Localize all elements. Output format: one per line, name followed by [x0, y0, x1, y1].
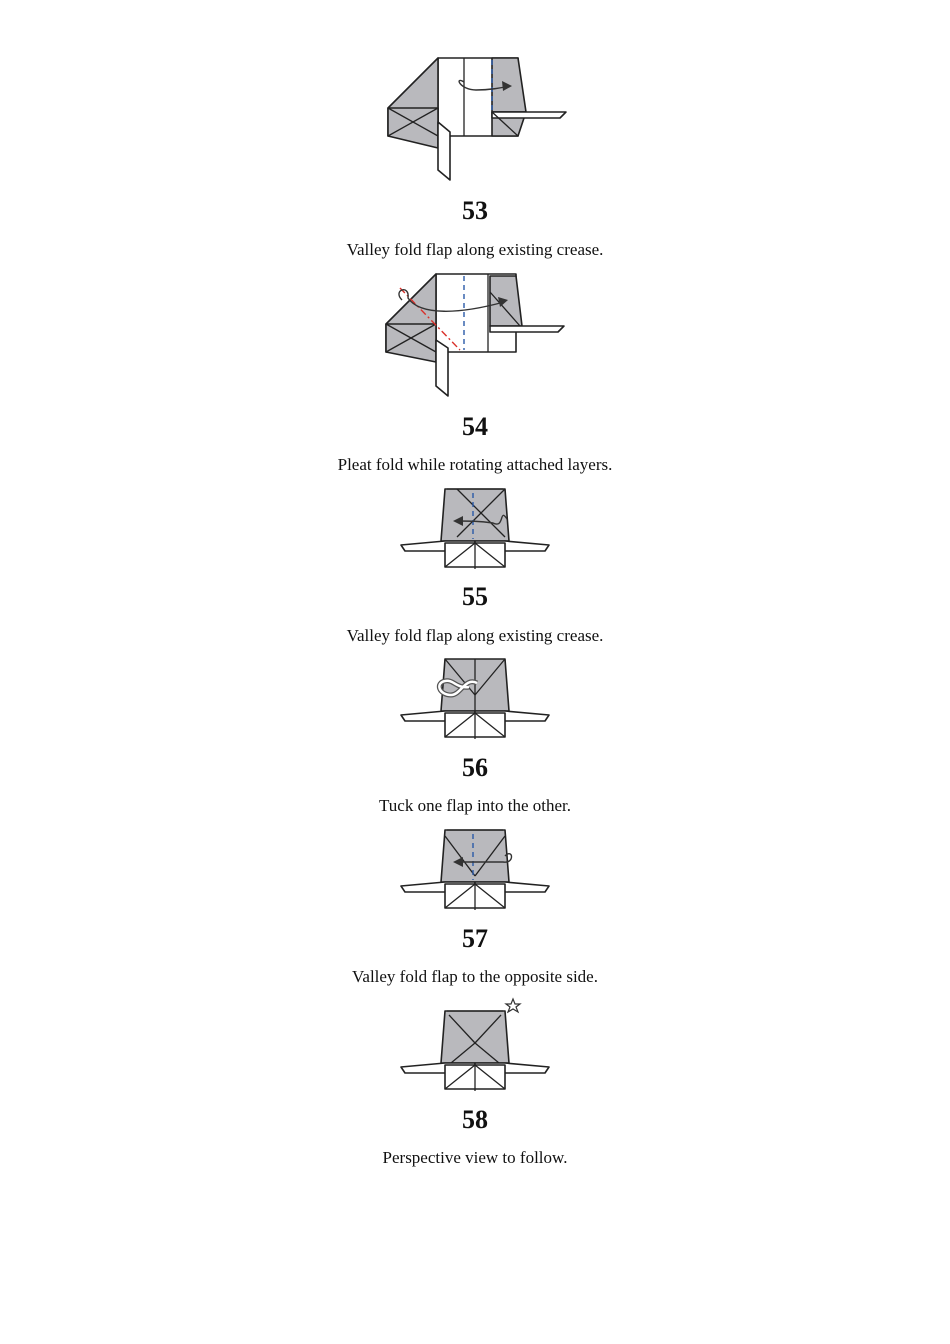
step-54-diagram	[380, 270, 570, 405]
step-caption: Pleat fold while rotating attached layers.	[337, 455, 613, 474]
step-56-diagram	[395, 655, 555, 743]
step-number: 58	[462, 1105, 488, 1134]
step-caption: Valley fold flap along existing crease.	[346, 240, 604, 259]
step-number: 56	[462, 753, 488, 782]
step-57-diagram	[395, 826, 555, 914]
step-number: 55	[462, 582, 488, 611]
step-55-diagram	[395, 485, 555, 573]
step-number: 54	[462, 412, 488, 441]
step-caption: Valley fold flap along existing crease.	[346, 626, 604, 645]
step-number: 53	[462, 196, 488, 225]
step-caption: Tuck one flap into the other.	[378, 796, 571, 815]
star-icon	[506, 999, 520, 1012]
step-caption: Perspective view to follow.	[382, 1148, 568, 1167]
step-caption: Valley fold flap to the opposite side.	[352, 967, 598, 986]
step-53-diagram	[380, 52, 570, 187]
step-58-diagram	[395, 997, 555, 1095]
step-number: 57	[462, 924, 488, 953]
